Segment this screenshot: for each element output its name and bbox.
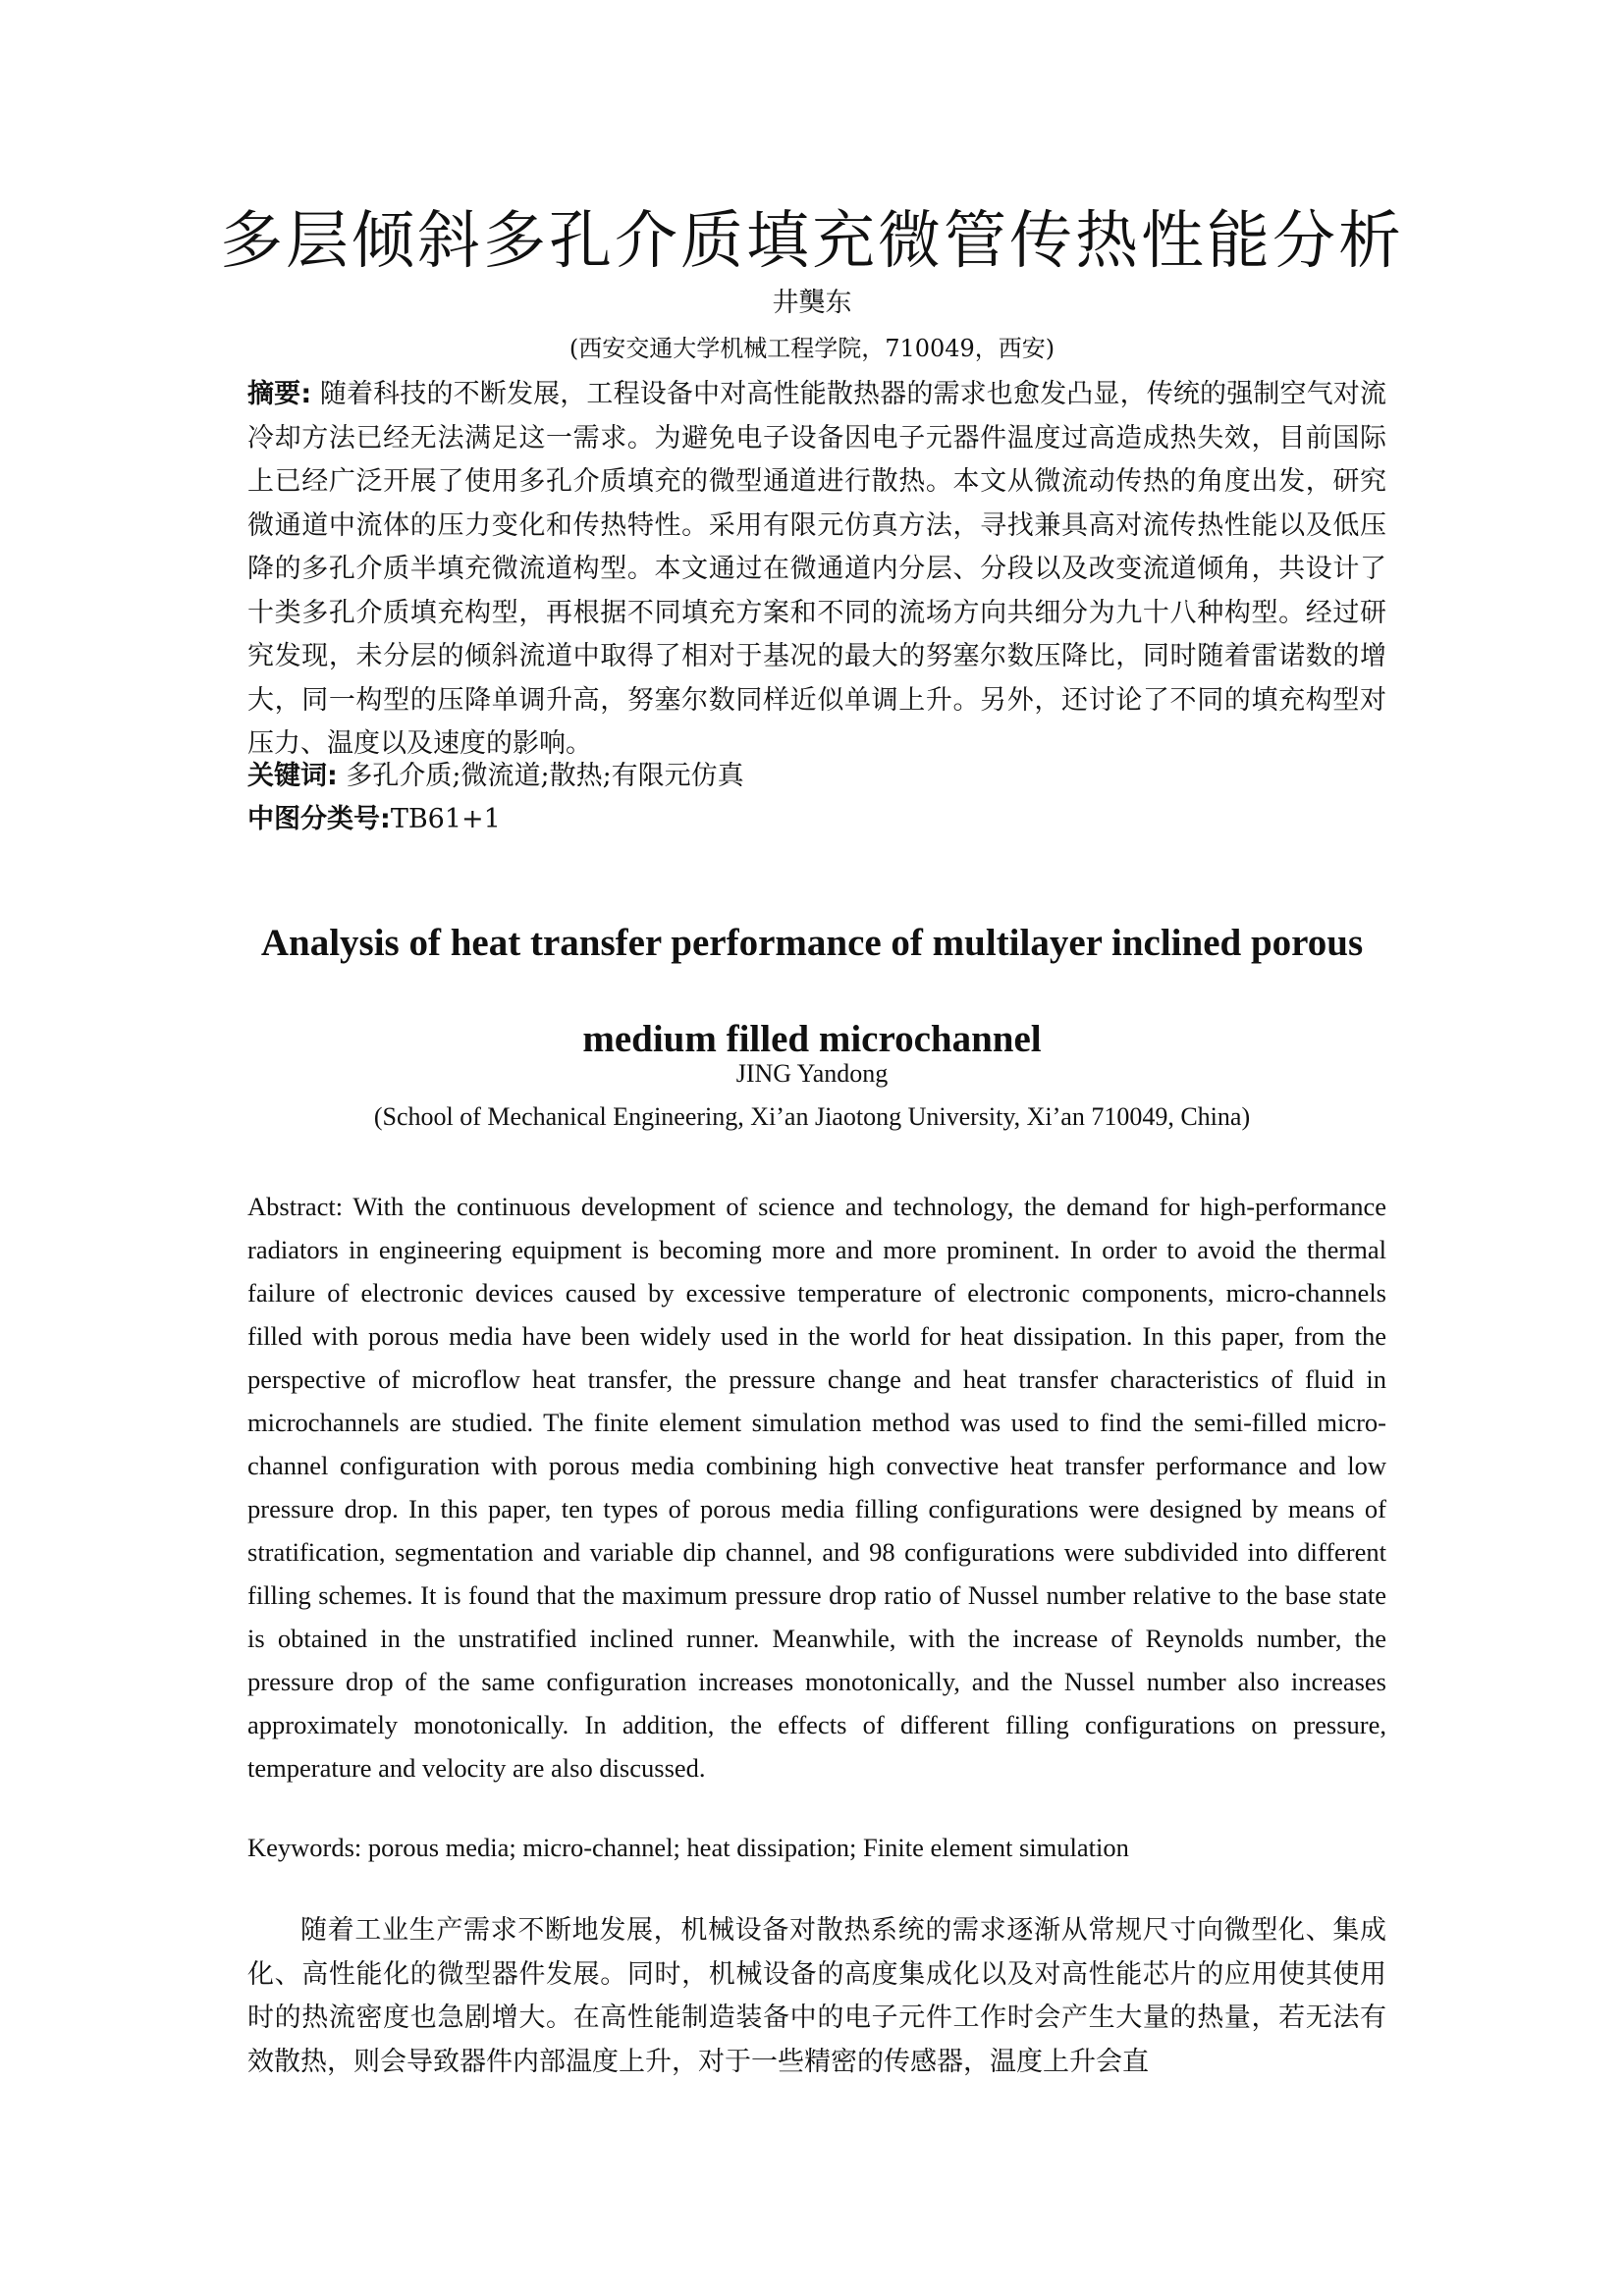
english-title-line2: medium filled microchannel xyxy=(582,1018,1042,1060)
classification-label: 中图分类号: xyxy=(247,804,391,834)
english-affiliation: (School of Mechanical Engineering, Xi’an Jiaotong University, Xi’an 710049, China) xyxy=(373,1102,1251,1131)
chinese-affiliation: (西安交通大学机械工程学院，710049，西安) xyxy=(568,335,1056,362)
chinese-abstract-label: 摘要: xyxy=(247,379,312,409)
chinese-keywords-text: 多孔介质;微流道;散热;有限元仿真 xyxy=(337,761,744,791)
chinese-abstract-text: 随着科技的不断发展，工程设备中对高性能散热器的需求也愈发凸显，传统的强制空气对流冷却方法已经无法满足这一需求。为避免电子设备因电子元器件温度过高造成热失效，目前国际上已经广泛开展了使用多孔介质填充的微型通道进行散热。本文从微流动传热的角度出发，研究微通道中流体的压力变化和传热特性。采用有限元仿真方法，寻找兼具高对流传热性能以及低压降的多孔介质半填充微流道构型。本文通过在微通道内分层、分段以及改变流道倾角，共设计了十类多孔介质填充构型，再根据不同填充方案和不同的流场方向共细分为九十八种构型。经过研究发现，未分层的倾斜流道中取得了相对于基况的最大的努塞尔数压降比，同时随着雷诺数的增大，同一构型的压降单调升高，努塞尔数同样近似单调上升。另外，还讨论了不同的填充构型对压力、温度以及速度的影响。 xyxy=(247,379,1386,759)
chinese-title: 多层倾斜多孔介质填充微管传热性能分析 xyxy=(220,205,1404,278)
chinese-keywords-label: 关键词: xyxy=(247,761,338,791)
chinese-abstract xyxy=(247,373,1386,767)
chinese-keywords xyxy=(247,756,1386,797)
english-keywords: Keywords: porous media; micro-channel; heat dissipation; Finite element simulation xyxy=(247,1833,1129,1862)
classification-value: TB61+1 xyxy=(390,804,501,834)
english-author: JING Yandong xyxy=(735,1059,889,1088)
english-abstract: Abstract: With the continuous development of science and technology, the demand for high-performance radiators in engineering equipment is becoming more and more prominent. In order to avoid the thermal failure of electronic devices caused by excessive temperature of electronic components, micro-channels filled with porous media have been widely used in the world for heat dissipation. In this paper, from the perspective of microflow heat transfer, the pressure change and heat transfer characteristics of fluid in microchannels are studied. The finite element simulation method was used to find the semi-filled micro-channel configuration with porous media combining high convective heat transfer performance and low pressure drop. In this paper, ten types of porous media filling configurations were designed by means of stratification, segmentation and variable dip channel, and 98 configurations were subdivided into different filling schemes. It is found that the maximum pressure drop ratio of Nussel number relative to the base state is obtained in the unstratified inclined runner. Meanwhile, with the increase of Reynolds number, the pressure drop of the same configuration increases monotonically, and the Nussel number also increases approximately monotonically. In addition, the effects of different filling configurations on pressure, temperature and velocity are also discussed. xyxy=(247,1192,1386,1783)
body-paragraph: 随着工业生产需求不断地发展，机械设备对散热系统的需求逐渐从常规尺寸向微型化、集成化、高性能化的微型器件发展。同时，机械设备的高度集成化以及对高性能芯片的应用使其使用时的热流密度也急剧增大。在高性能制造装备中的电子元件工作时会产生大量的热量，若无法有效散热，则会导致器件内部温度上升，对于一些精密的传感器，温度上升会直 xyxy=(247,1915,1386,2077)
classification-number xyxy=(247,799,1386,840)
english-title-line1: Analysis of heat transfer performance of multilayer inclined porous xyxy=(260,922,1364,964)
chinese-author: 井龑东 xyxy=(772,288,852,318)
